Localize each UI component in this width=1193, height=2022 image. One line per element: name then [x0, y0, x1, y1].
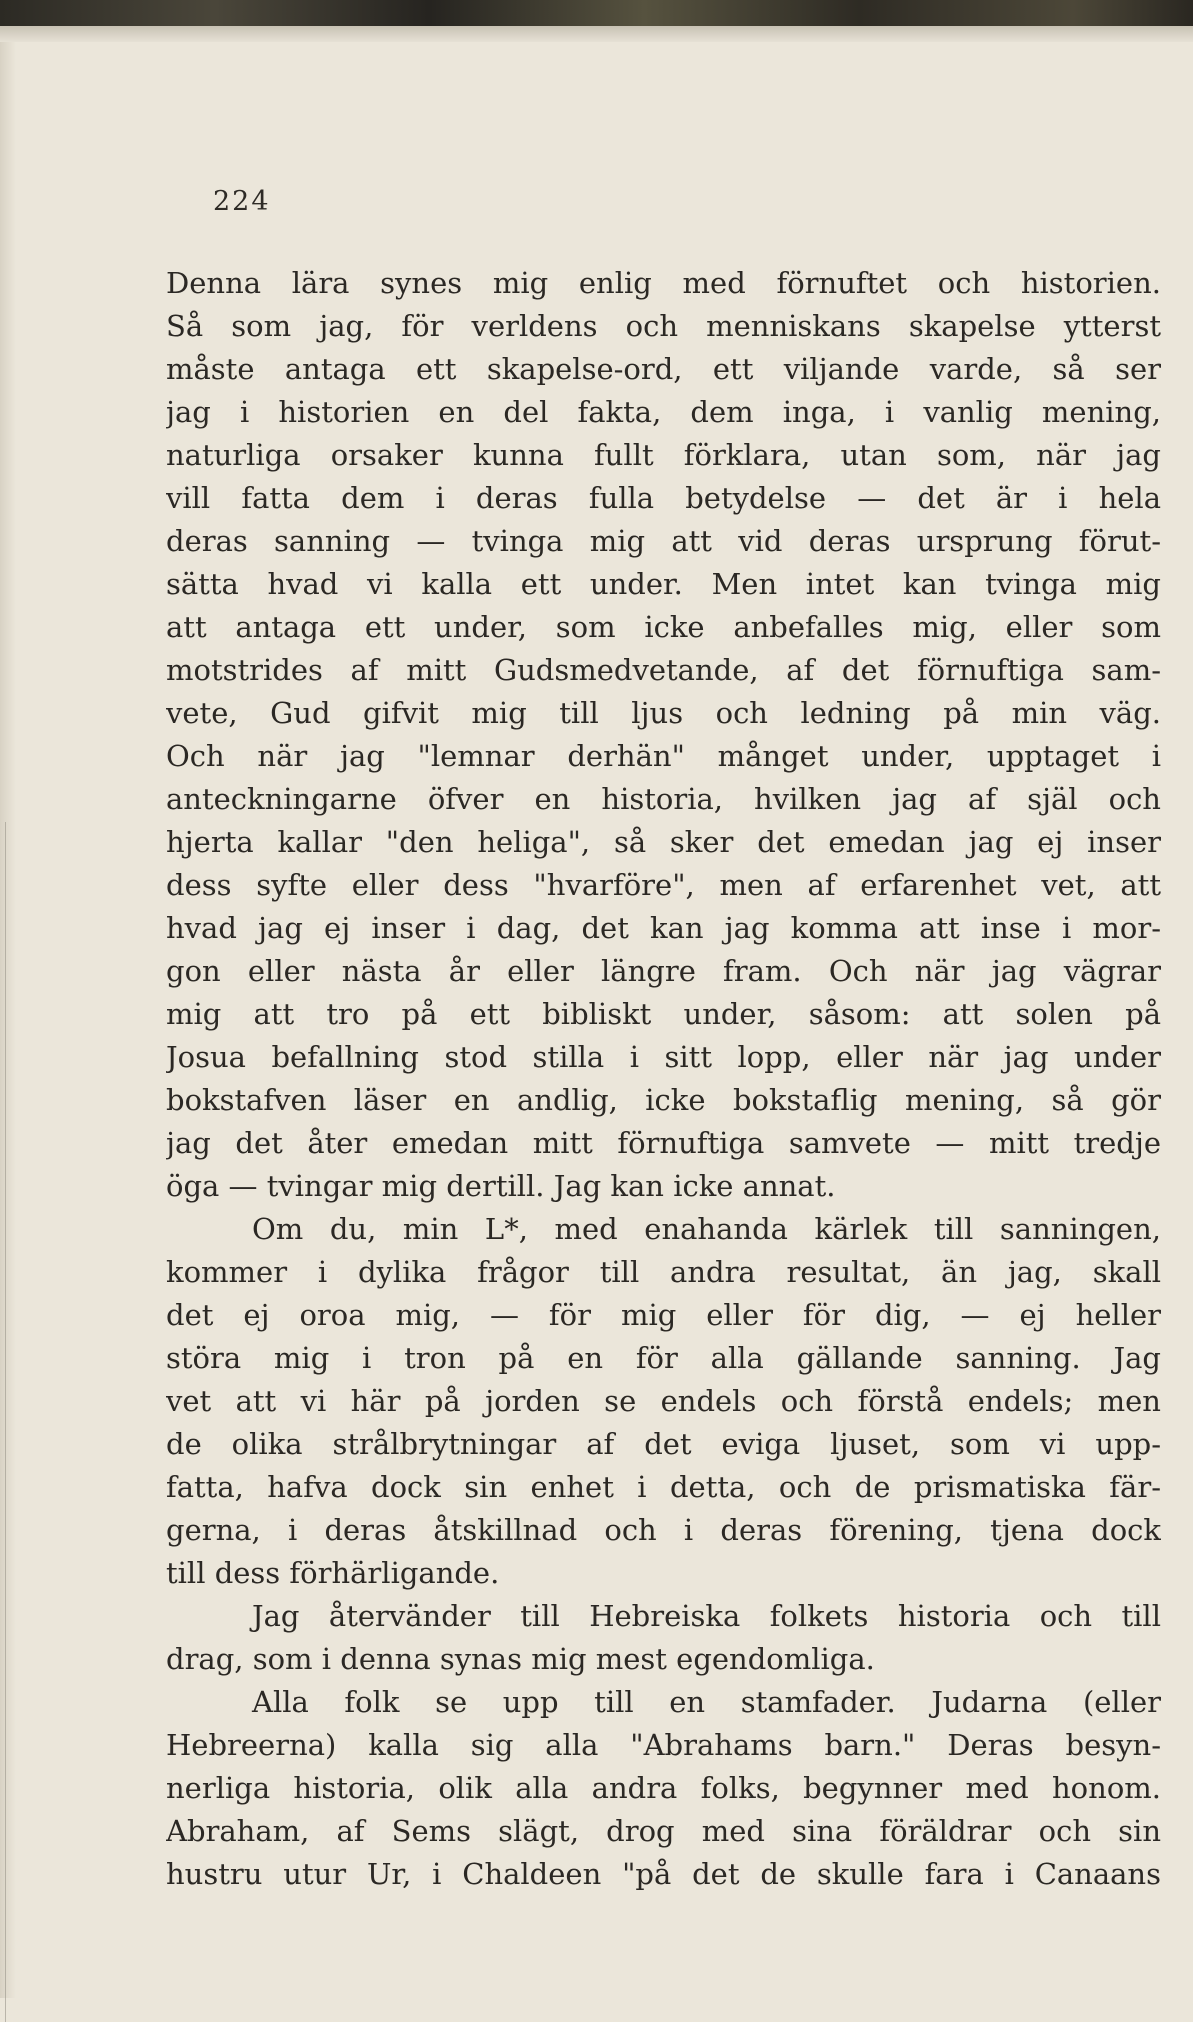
text-line: hjerta kallar "den heliga", så sker det emedan jag ej inser — [166, 825, 1161, 859]
body-text — [166, 262, 1161, 1896]
text-line: mig att tro på ett bibliskt under, såsom: att solen på — [166, 997, 1161, 1031]
text-line: Så som jag, för verldens och menniskans skapelse ytterst — [166, 309, 1161, 343]
text-line: vet att vi här på jorden se endels och förstå endels; men — [166, 1384, 1161, 1418]
text-line: vill fatta dem i deras fulla betydelse — det är i hela — [166, 481, 1161, 515]
text-line: måste antaga ett skapelse-ord, ett viljande varde, så ser — [166, 352, 1161, 386]
text-line: öga — tvingar mig dertill. Jag kan icke annat. — [166, 1169, 836, 1203]
text-line: gerna, i deras åtskillnad och i deras förening, tjena dock — [166, 1513, 1161, 1547]
text-line: störa mig i tron på en för alla gällande sanning. Jag — [166, 1341, 1161, 1375]
text-line: Josua befallning stod stilla i sitt lopp, eller när jag under — [166, 1040, 1161, 1074]
text-line: bokstafven läser en andlig, icke bokstaflig mening, så gör — [166, 1083, 1161, 1117]
text-line: kommer i dylika frågor till andra resultat, än jag, skall — [166, 1255, 1161, 1289]
text-line: hustru utur Ur, i Chaldeen "på det de skulle fara i Canaans — [166, 1857, 1161, 1891]
text-line: Abraham, af Sems slägt, drog med sina föräldrar och sin — [166, 1814, 1161, 1848]
text-line: Denna lära synes mig enlig med förnuftet och historien. — [166, 266, 1161, 300]
text-line: deras sanning — tvinga mig att vid deras ursprung förut- — [166, 524, 1161, 558]
text-line: nerliga historia, olik alla andra folks, begynner med honom. — [166, 1771, 1161, 1805]
text-line: Om du, min L*, med enahanda kärlek till sanningen, — [252, 1212, 1161, 1246]
scan-edge-shadow — [0, 26, 1193, 42]
text-line: jag det åter emedan mitt förnuftiga samvete — mitt tredje — [166, 1126, 1161, 1160]
text-line: jag i historien en del fakta, dem inga, i vanlig mening, — [166, 395, 1161, 429]
text-line: anteckningarne öfver en historia, hvilken jag af själ och — [166, 782, 1161, 816]
gutter-rule — [5, 822, 6, 2022]
text-line: Jag återvänder till Hebreiska folkets historia och till — [252, 1599, 1161, 1633]
text-line: hvad jag ej inser i dag, det kan jag komma att inse i mor- — [166, 911, 1161, 945]
text-line: det ej oroa mig, — för mig eller för dig, — ej heller — [166, 1298, 1161, 1332]
text-line: drag, som i denna synas mig mest egendomliga. — [166, 1642, 875, 1676]
text-line: sätta hvad vi kalla ett under. Men intet kan tvinga mig — [166, 567, 1161, 601]
text-line: Hebreerna) kalla sig alla "Abrahams barn." Deras besyn- — [166, 1728, 1161, 1762]
text-line: motstrides af mitt Gudsmedvetande, af det förnuftiga sam- — [166, 653, 1161, 687]
text-line: gon eller nästa år eller längre fram. Och när jag vägrar — [166, 954, 1161, 988]
text-line: att antaga ett under, som icke anbefalles mig, eller som — [166, 610, 1161, 644]
text-line: de olika strålbrytningar af det eviga ljuset, som vi upp- — [166, 1427, 1161, 1461]
scan-top-edge — [0, 0, 1193, 26]
text-line: till dess förhärligande. — [166, 1556, 500, 1590]
text-line: dess syfte eller dess "hvarföre", men af erfarenhet vet, att — [166, 868, 1161, 902]
text-line: Alla folk se upp till en stamfader. Judarna (eller — [252, 1685, 1161, 1719]
text-line: fatta, hafva dock sin enhet i detta, och de prismatiska fär- — [166, 1470, 1161, 1504]
text-line: naturliga orsaker kunna fullt förklara, utan som, när jag — [166, 438, 1161, 472]
text-line: Och när jag "lemnar derhän" månget under, upptaget i — [166, 739, 1161, 773]
page-number: 224 — [213, 186, 271, 217]
book-gutter — [0, 42, 16, 1998]
text-line: vete, Gud gifvit mig till ljus och ledning på min väg. — [166, 696, 1161, 730]
